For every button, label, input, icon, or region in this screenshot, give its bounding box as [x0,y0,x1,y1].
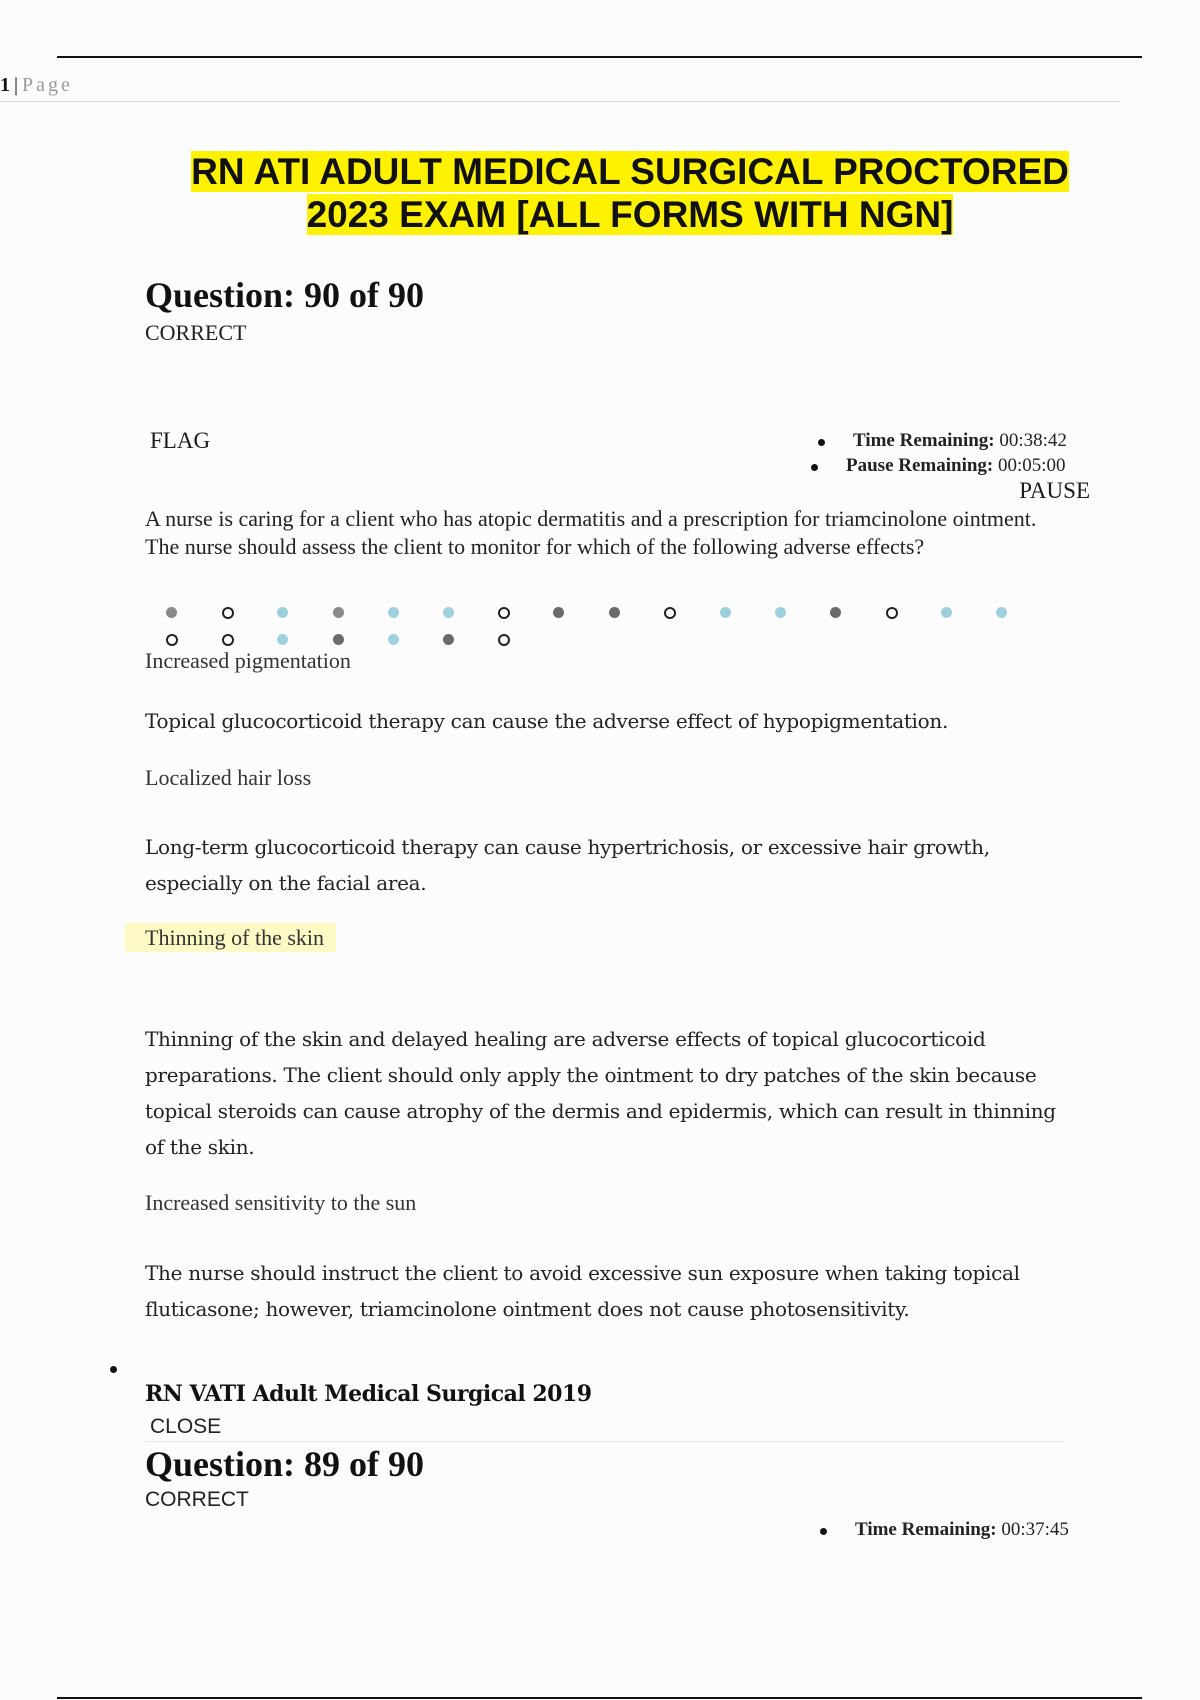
bottom-rule [57,1697,1142,1699]
dot-icon [388,607,399,618]
dot-icon [775,607,786,618]
dot-icon [498,634,510,646]
option-thinning-of-the-skin[interactable] [145,925,336,951]
section-title: RN VATI Adult Medical Surgical 2019 [145,1381,592,1407]
time-remaining-value-2: 00:37:45 [1001,1519,1069,1540]
question-stem: A nurse is caring for a client who has atopic dermatitis and a prescription for triamcinolone ointment. The nurse should assess the client to monitor for which of the following adverse effects? [145,506,1037,559]
dot-icon [388,634,399,645]
bullet-icon [818,439,825,446]
question-heading: Question: 90 of 90 [145,275,424,315]
rationale-increased-pigmentation: Topical glucocorticoid therapy can cause the adverse effect of hypopigmentation. [145,709,949,733]
document-title [145,150,1115,236]
dot-icon [941,607,952,618]
dot-icon [333,607,344,618]
dot-icon [498,607,510,619]
page-label: Page [22,74,73,96]
question-status: CORRECT [145,320,247,345]
question-heading-2: Question: 89 of 90 [145,1444,424,1484]
dot-icon [553,607,564,618]
rationale-thinning-of-the-skin: Thinning of the skin and delayed healing are adverse effects of topical glucocorticoid preparations. The client should only apply the ointment to dry patches of the skin because topical steroids can cause atrophy of the dermis and epidermis, which can result in thinning of the skin. [145,1027,1056,1159]
option-sensitivity-to-sun[interactable]: Increased sensitivity to the sun [145,1190,417,1215]
dot-icon [333,634,344,645]
dot-icon [830,607,841,618]
time-remaining [853,430,1067,452]
bullet-icon [820,1528,827,1535]
pause-remaining [846,455,1066,477]
page-separator: | [14,74,19,96]
close-underline [145,1441,1065,1442]
page-header [0,74,73,97]
top-rule [57,56,1142,58]
pause-button[interactable]: PAUSE [1019,478,1090,503]
question-status-2: CORRECT [145,1488,249,1511]
time-remaining-label: Time Remaining: [853,430,995,451]
pause-remaining-label: Pause Remaining: [846,455,994,476]
rationale-sensitivity-to-sun: The nurse should instruct the client to avoid excessive sun exposure when taking topical fluticasone; however, triamcinolone ointment does not cause photosensitivity. [145,1261,1020,1321]
dot-icon [277,607,288,618]
bullet-icon [811,464,818,471]
dot-icon [886,607,898,619]
dot-icon [720,607,731,618]
dot-icon [664,607,676,619]
option-increased-pigmentation[interactable]: Increased pigmentation [145,648,351,673]
rationale-localized-hair-loss: Long-term glucocorticoid therapy can cause hypertrichosis, or excessive hair growth, especially on the facial area. [145,835,990,895]
dot-icon [277,634,288,645]
dot-icon [609,607,620,618]
time-remaining-2 [855,1519,1069,1541]
dot-icon [996,607,1007,618]
title-line-2: 2023 EXAM [ALL FORMS WITH NGN] [306,194,954,235]
dot-icon [443,634,454,645]
dot-icon [166,607,177,618]
close-button[interactable]: CLOSE [150,1415,222,1438]
option-localized-hair-loss[interactable]: Localized hair loss [145,765,312,790]
bullet-icon [110,1366,117,1373]
dot-icon [166,634,178,646]
flag-button[interactable]: FLAG [150,428,211,453]
time-remaining-value: 00:38:42 [999,430,1067,451]
page-number: 1 [0,74,10,96]
correct-answer-highlight: Thinning of the skin [125,923,336,952]
time-remaining-label-2: Time Remaining: [855,1519,997,1540]
dot-icon [222,634,234,646]
dot-icon [222,607,234,619]
header-underline [0,101,1120,102]
pause-remaining-value: 00:05:00 [998,455,1066,476]
title-line-1: RN ATI ADULT MEDICAL SURGICAL PROCTORED [191,151,1069,192]
dot-icon [443,607,454,618]
